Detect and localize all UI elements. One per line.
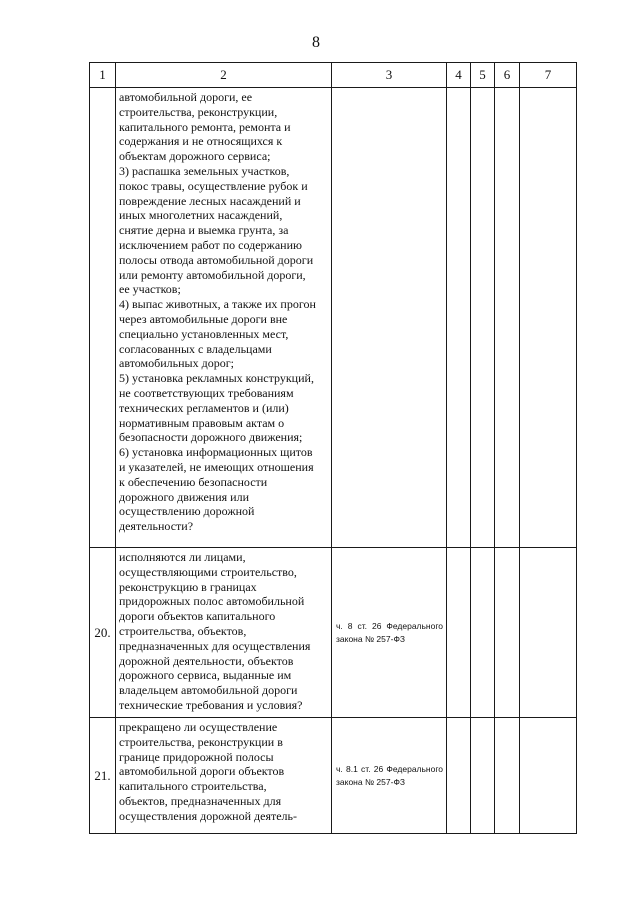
question-line: через автомобильные дороги вне [119,311,288,326]
answer-cell-yes [447,718,471,834]
checklist-table [89,62,577,834]
answer-cell-na [495,548,520,718]
question-line: или ремонту автомобильной дороги, [119,267,306,282]
row-number: 20. [90,548,116,718]
question-line: деятельности? [119,519,194,534]
comment-cell [520,88,577,548]
answer-cell-no [471,548,495,718]
question-line: объектов, предназначенных для [119,793,282,808]
column-header-5: 5 [471,63,495,88]
question-line: исполняются ли лицами, [119,550,246,564]
question-line: 6) установка информационных щитов [119,445,313,460]
question-line: дорожной деятельности, объектов [119,653,294,668]
question-line: автомобильной дороги объектов [119,764,285,779]
question-line: повреждение лесных насаждений и [119,193,301,208]
comment-cell [520,718,577,834]
column-header-3: 3 [332,63,447,88]
question-line: дороги объектов капитального [119,609,276,624]
question-line: строительства, объектов, [119,623,247,638]
answer-cell-yes [447,88,471,548]
question-line: капитального ремонта, ремонта и [119,119,291,134]
question-line: осуществления дорожной деятель- [119,808,298,823]
column-header-2: 2 [116,63,332,88]
question-line: реконструкцию в границах [119,579,257,594]
question-text [116,548,332,718]
answer-cell-yes [447,548,471,718]
question-line: строительства, реконструкции, [119,104,278,119]
question-line: иных многолетних насаждений, [119,208,283,223]
question-line: 4) выпас животных, а также их прогон [119,297,316,312]
question-line: полосы отвода автомобильной дороги [119,252,314,267]
question-line: придорожных полос автомобильной [119,594,305,609]
question-line: к обеспечению безопасности [119,474,268,489]
answer-cell-no [471,718,495,834]
question-line: автомобильных дорог; [119,356,234,371]
question-line: нормативным правовым актам о [119,415,285,430]
question-line: технических регламентов и (или) [119,400,289,415]
answer-cell-no [471,88,495,548]
table-row [90,88,577,548]
legal-reference: ч. 8 ст. 26 Федерального закона № 257-ФЗ [332,548,447,718]
column-header-7: 7 [520,63,577,88]
question-text [116,718,332,834]
question-line: капитального строительства, [119,779,267,794]
question-line: предназначенных для осуществления [119,638,311,653]
question-line: 3) распашка земельных участков, [119,163,290,178]
row-number [90,88,116,548]
question-line: владельцем автомобильной дороги [119,683,298,698]
question-line: границе придорожной полосы [119,749,274,764]
answer-cell-na [495,88,520,548]
question-text [116,88,332,548]
table-row [90,718,577,834]
question-line: содержания и не относящихся к [119,134,283,149]
question-line: технические требования и условия? [119,697,303,712]
question-line: и указателей, не имеющих отношения [119,459,314,474]
question-line: согласованных с владельцами [119,341,272,356]
question-line: покос травы, осуществление рубок и [119,178,308,193]
question-line: ее участков; [119,282,181,297]
question-line: специально установленных мест, [119,326,289,341]
question-line: дорожного движения или [119,489,249,504]
answer-cell-na [495,718,520,834]
column-header-6: 6 [495,63,520,88]
column-header-4: 4 [447,63,471,88]
question-line: 5) установка рекламных конструкций, [119,371,314,386]
question-line: безопасности дорожного движения; [119,430,303,445]
question-line: осуществляющими строительство, [119,564,297,579]
question-line: строительства, реконструкции в [119,734,283,749]
question-line: исключением работ по содержанию [119,237,302,252]
question-line: дорожного сервиса, выданные им [119,668,292,683]
question-line: снятие дерна и выемка грунта, за [119,223,289,238]
column-header-1: 1 [90,63,116,88]
question-line: автомобильной дороги, ее [119,90,253,104]
comment-cell [520,548,577,718]
question-line: объектам дорожного сервиса; [119,149,271,164]
row-number: 21. [90,718,116,834]
legal-reference: ч. 8.1 ст. 26 Федерального закона № 257-ФЗ [332,718,447,834]
question-line: прекращено ли осуществление [119,720,278,734]
legal-reference [332,88,447,548]
question-line: не соответствующих требованиям [119,385,294,400]
table-row [90,548,577,718]
question-line: осуществлению дорожной [119,504,255,519]
page-number: 8 [312,34,320,51]
header-row [90,63,577,88]
